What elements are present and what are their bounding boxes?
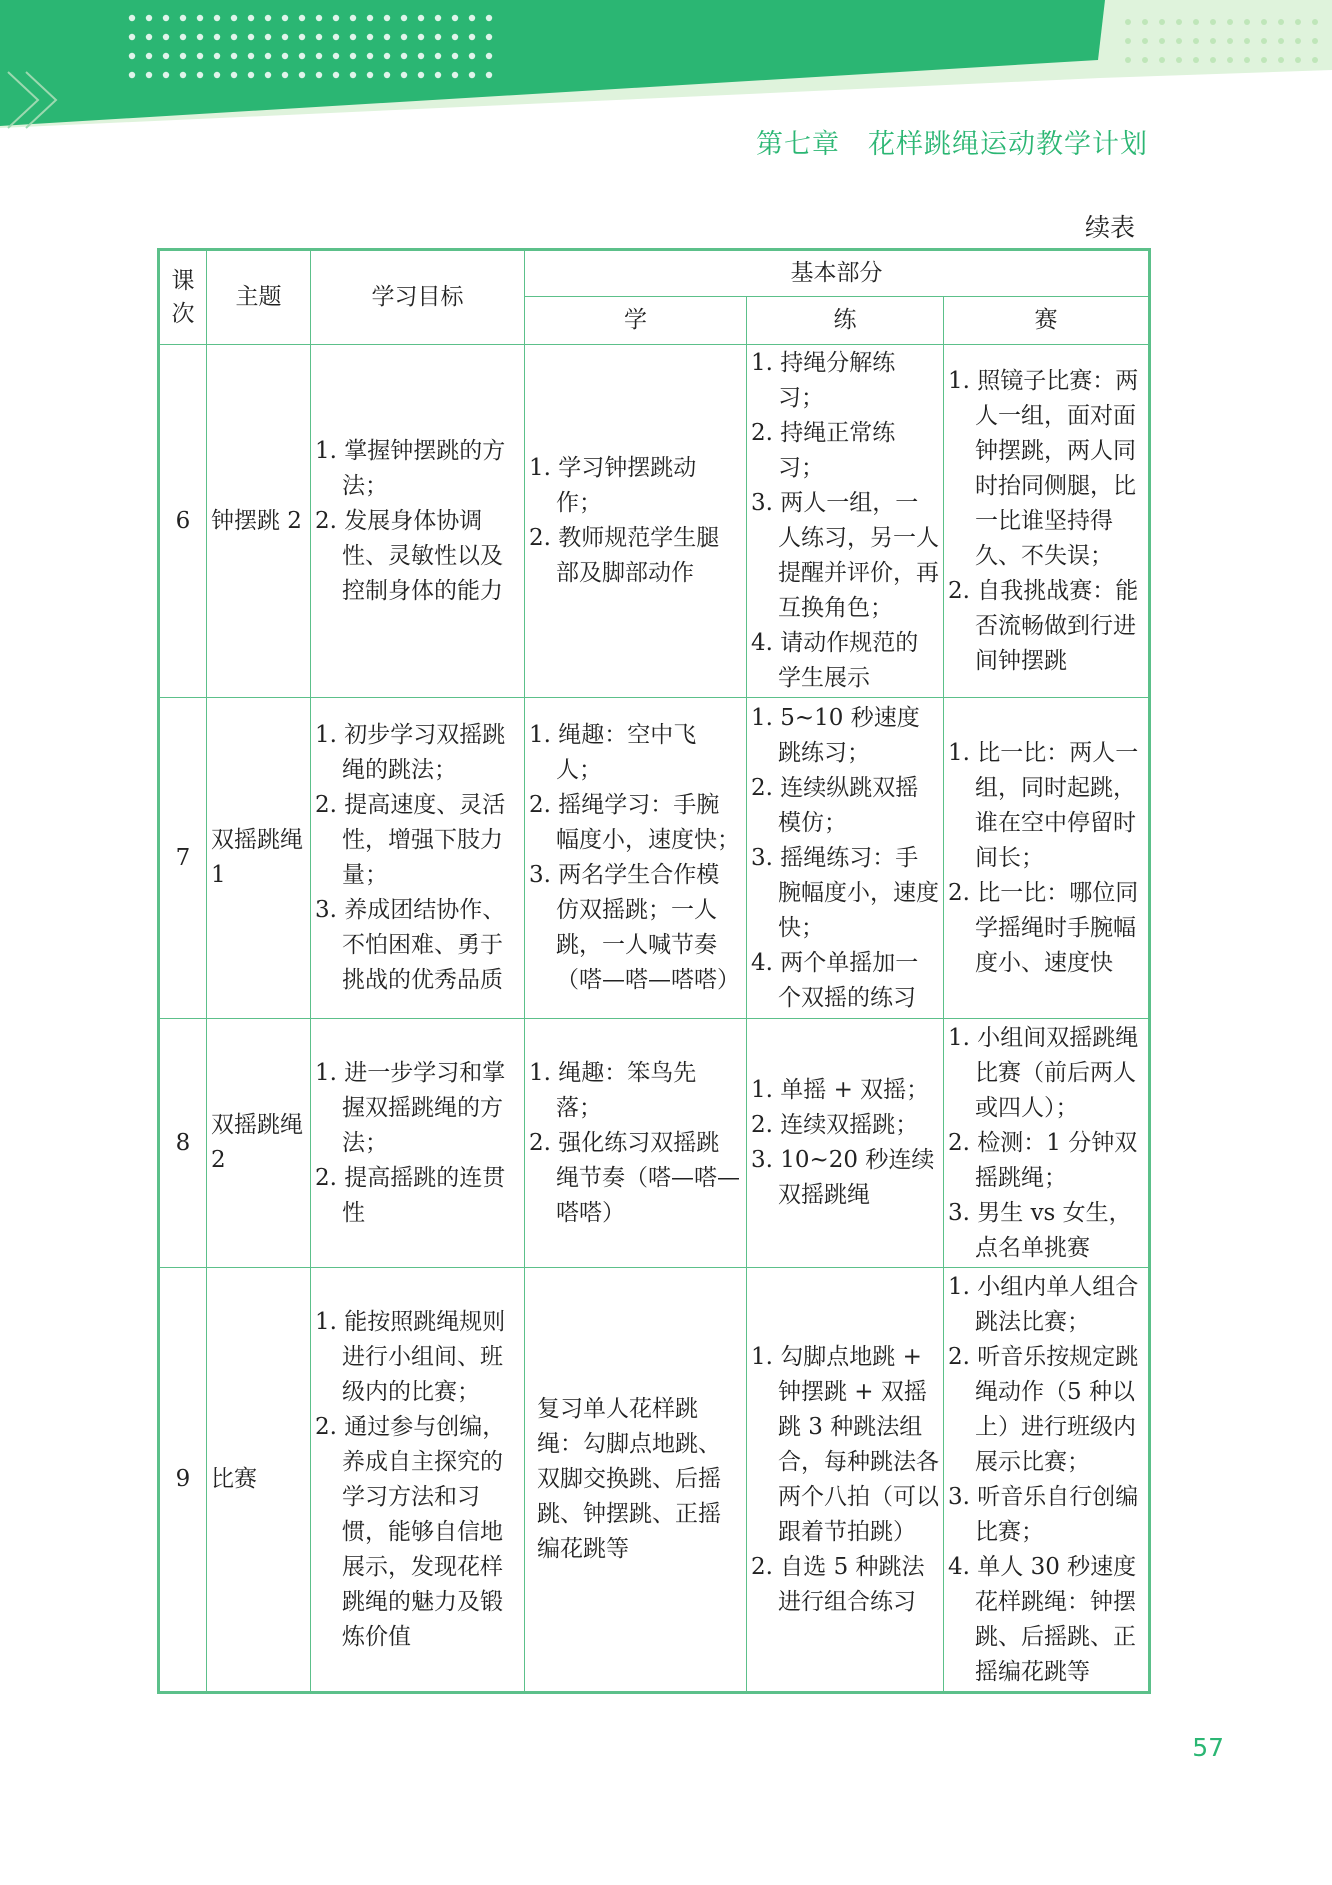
list-item: 2. 提高摇跳的连贯性	[315, 1164, 506, 1226]
cell-compete	[944, 1268, 1150, 1693]
list-item: 2. 自我挑战赛：能否流畅做到行进间钟摆跳	[948, 577, 1139, 674]
goals-list	[315, 1056, 520, 1231]
compete-list	[948, 1021, 1144, 1266]
cell-goals	[311, 698, 525, 1019]
goals-list	[315, 1305, 520, 1655]
header-basic: 基本部分	[525, 250, 1150, 297]
list-item: 1. 初步学习双摇跳绳的跳法；	[315, 722, 506, 783]
header-learn: 学	[525, 297, 747, 345]
learn-list	[529, 451, 742, 591]
cell-goals	[311, 1019, 525, 1268]
practice-list	[751, 701, 939, 1016]
list-item: 2. 提高速度、灵活性，增强下肢力量；	[315, 792, 506, 888]
list-item: 1. 小组内单人组合跳法比赛；	[948, 1273, 1139, 1335]
list-item: 1. 5~10 秒速度跳练习；	[751, 704, 920, 766]
list-item: 2. 强化练习双摇跳绳节奏（嗒—嗒—嗒嗒）	[529, 1129, 740, 1226]
cell-practice	[747, 1019, 944, 1268]
lesson-number: 8	[159, 1019, 207, 1268]
table-row	[159, 698, 1150, 1019]
goals-list	[315, 718, 520, 998]
header-topic: 主题	[207, 250, 311, 345]
cell-goals	[311, 1268, 525, 1693]
cell-practice	[747, 345, 944, 698]
list-item: 2. 自选 5 种跳法进行组合练习	[751, 1553, 925, 1615]
continued-label: 续表	[1084, 213, 1135, 242]
cell-compete	[944, 698, 1150, 1019]
list-item: 3. 摇绳练习：手腕幅度小，速度快；	[751, 844, 939, 941]
cell-learn	[525, 1019, 747, 1268]
list-item: 1. 掌握钟摆跳的方法；	[315, 437, 506, 499]
practice-list	[751, 1340, 939, 1620]
cell-practice	[747, 1268, 944, 1693]
list-item: 1. 持绳分解练习；	[751, 350, 896, 411]
cell-learn	[525, 1268, 747, 1693]
cell-compete	[944, 345, 1150, 698]
learn-list	[529, 1392, 742, 1567]
compete-list	[948, 1270, 1144, 1690]
table-row	[159, 1268, 1150, 1693]
lesson-topic: 钟摆跳 2	[207, 345, 311, 698]
cell-practice	[747, 698, 944, 1019]
list-item: 1. 进一步学习和掌握双摇跳绳的方法；	[315, 1059, 506, 1156]
lesson-plan-table	[157, 248, 1151, 1694]
learn-list	[529, 1056, 742, 1231]
header-banner	[0, 0, 1332, 140]
cell-learn	[525, 698, 747, 1019]
list-item: 2. 通过参与创编，养成自主探究的学习方法和习惯，能够自信地展示，发现花样跳绳的魅力及锻炼价值	[315, 1413, 506, 1650]
header-lesson: 课次	[159, 250, 207, 345]
chapter-title: 第七章 花样跳绳运动教学计划	[756, 129, 1148, 160]
cell-compete	[944, 1019, 1150, 1268]
practice-list	[751, 1073, 939, 1213]
list-item: 4. 请动作规范的学生展示	[751, 630, 919, 691]
compete-list	[948, 364, 1144, 679]
list-item: 3. 听音乐自行创编比赛；	[948, 1483, 1139, 1545]
list-item: 3. 男生 vs 女生，点名单挑赛	[948, 1199, 1132, 1261]
list-item: 1. 绳趣：空中飞人；	[529, 722, 697, 783]
page-number: 57	[1192, 1733, 1224, 1762]
lesson-topic: 比赛	[207, 1268, 311, 1693]
list-item: 1. 小组间双摇跳绳比赛（前后两人或四人）；	[948, 1024, 1139, 1121]
cell-learn	[525, 345, 747, 698]
list-item: 2. 检测：1 分钟双摇跳绳；	[948, 1129, 1138, 1191]
list-item: 2. 连续双摇跳；	[751, 1112, 919, 1138]
list-item: 1. 勾脚点地跳 + 钟摆跳 + 双摇跳 3 种跳法组合，每种跳法各两个八拍（可以跟着节拍跳）	[751, 1343, 939, 1545]
header-practice: 练	[747, 297, 944, 345]
list-item: 4. 单人 30 秒速度花样跳绳：钟摆跳、后摇跳、正摇编花跳等	[948, 1553, 1137, 1685]
list-item: 1. 单摇 + 双摇；	[751, 1077, 930, 1103]
cell-goals	[311, 345, 525, 698]
lesson-topic: 双摇跳绳 2	[207, 1019, 311, 1268]
list-item: 2. 发展身体协调性、灵敏性以及控制身体的能力	[315, 507, 503, 604]
list-item: 1. 比一比：两人一组，同时起跳，谁在空中停留时间长；	[948, 739, 1139, 871]
list-item: 3. 两名学生合作模仿双摇跳；一人跳，一人喊节奏（嗒—嗒—嗒嗒）	[529, 862, 740, 993]
practice-list	[751, 346, 939, 696]
list-item: 复习单人花样跳绳：勾脚点地跳、双脚交换跳、后摇跳、钟摆跳、正摇编花跳等	[537, 1396, 721, 1562]
list-item: 2. 摇绳学习：手腕幅度小，速度快；	[529, 792, 740, 853]
list-item: 2. 听音乐按规定跳绳动作（5 种以上）进行班级内展示比赛；	[948, 1343, 1139, 1475]
compete-list	[948, 736, 1144, 981]
goals-list	[315, 434, 520, 609]
list-item: 1. 能按照跳绳规则进行小组间、班级内的比赛；	[315, 1308, 506, 1405]
list-item: 2. 教师规范学生腿部及脚部动作	[529, 525, 720, 586]
table-row	[159, 1019, 1150, 1268]
header-goals: 学习目标	[311, 250, 525, 345]
list-item: 2. 比一比：哪位同学摇绳时手腕幅度小、速度快	[948, 879, 1139, 976]
learn-list	[529, 718, 742, 998]
list-item: 3. 养成团结协作、不怕困难、勇于挑战的优秀品质	[315, 897, 506, 993]
lesson-number: 6	[159, 345, 207, 698]
list-item: 1. 照镜子比赛：两人一组，面对面钟摆跳，两人同时抬同侧腿，比一比谁坚持得久、不失误；	[948, 367, 1139, 569]
table-row	[159, 345, 1150, 698]
list-item: 1. 绳趣：笨鸟先落；	[529, 1059, 697, 1121]
list-item: 2. 连续纵跳双摇模仿；	[751, 774, 919, 836]
list-item: 2. 持绳正常练习；	[751, 420, 896, 481]
list-item: 1. 学习钟摆跳动作；	[529, 455, 697, 516]
lesson-number: 9	[159, 1268, 207, 1693]
list-item: 3. 10~20 秒连续双摇跳绳	[751, 1147, 935, 1208]
header-compete: 赛	[944, 297, 1150, 345]
lesson-number: 7	[159, 698, 207, 1019]
list-item: 4. 两个单摇加一个双摇的练习	[751, 949, 919, 1011]
lesson-topic: 双摇跳绳 1	[207, 698, 311, 1019]
list-item: 3. 两人一组，一人练习，另一人提醒并评价，再互换角色；	[751, 490, 939, 621]
